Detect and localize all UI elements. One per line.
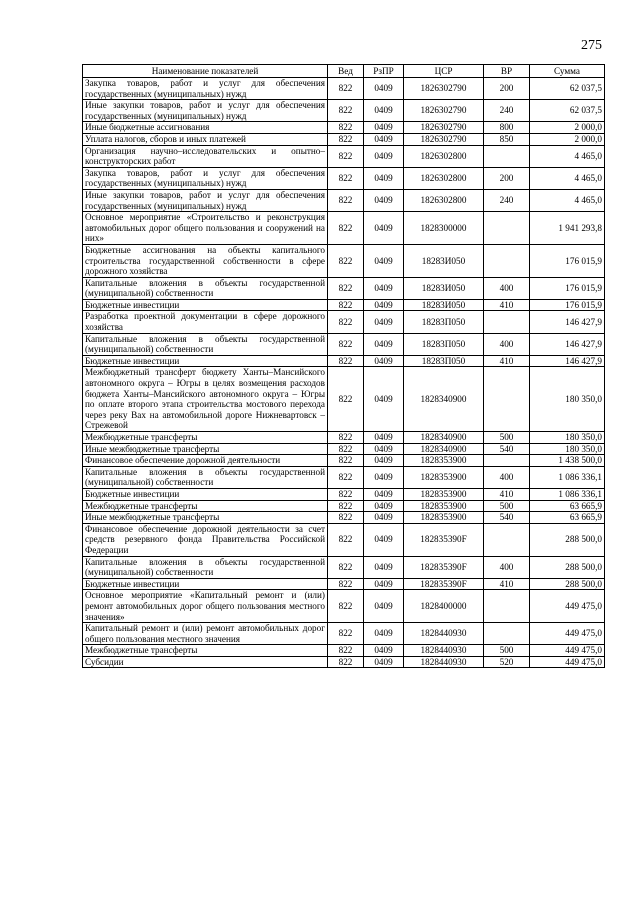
cell-name: Уплата налогов, сборов и иных платежей	[83, 133, 328, 145]
cell-ved: 822	[328, 523, 364, 556]
cell-ved: 822	[328, 488, 364, 500]
cell-name: Капитальные вложения в объекты государственной (муниципальной) собственности	[83, 277, 328, 299]
cell-name: Межбюджетные трансферты	[83, 500, 328, 512]
table-row	[83, 133, 605, 145]
cell-ved: 822	[328, 355, 364, 367]
cell-csr: 1828353900	[404, 500, 484, 512]
cell-vr: 200	[484, 167, 530, 189]
table-row	[83, 355, 605, 367]
cell-name: Закупка товаров, работ и услуг для обеспечения государственных (муниципальных) нужд	[83, 167, 328, 189]
cell-sum: 146 427,9	[530, 311, 605, 333]
cell-csr: 1826302790	[404, 122, 484, 134]
cell-name: Бюджетные инвестиции	[83, 578, 328, 590]
cell-rzpr: 0409	[364, 100, 404, 122]
cell-vr: 500	[484, 500, 530, 512]
table-row	[83, 367, 605, 432]
cell-vr	[484, 212, 530, 245]
cell-csr: 1826302800	[404, 145, 484, 167]
cell-sum: 1 438 500,0	[530, 455, 605, 467]
cell-ved: 822	[328, 466, 364, 488]
cell-csr: 1828300000	[404, 212, 484, 245]
cell-csr: 1826302790	[404, 133, 484, 145]
table-row	[83, 656, 605, 668]
table-row	[83, 466, 605, 488]
table-row	[83, 244, 605, 277]
cell-name: Капитальный ремонт и (или) ремонт автомобильных дорог общего пользования местного значения	[83, 623, 328, 645]
cell-ved: 822	[328, 455, 364, 467]
cell-vr	[484, 244, 530, 277]
table-row	[83, 590, 605, 623]
cell-vr: 400	[484, 277, 530, 299]
cell-ved: 822	[328, 656, 364, 668]
table-row	[83, 167, 605, 189]
cell-name: Капитальные вложения в объекты государственной (муниципальной) собственности	[83, 333, 328, 355]
table-row	[83, 311, 605, 333]
cell-vr: 400	[484, 333, 530, 355]
cell-name: Бюджетные инвестиции	[83, 299, 328, 311]
cell-sum: 176 015,9	[530, 277, 605, 299]
cell-vr: 410	[484, 299, 530, 311]
cell-rzpr: 0409	[364, 189, 404, 211]
cell-sum: 2 000,0	[530, 133, 605, 145]
cell-vr: 240	[484, 100, 530, 122]
cell-csr: 1828353900	[404, 512, 484, 524]
cell-sum: 176 015,9	[530, 244, 605, 277]
cell-csr: 1828440930	[404, 623, 484, 645]
cell-ved: 822	[328, 512, 364, 524]
budget-table	[82, 64, 605, 668]
table-row	[83, 145, 605, 167]
cell-csr: 182835390F	[404, 578, 484, 590]
cell-vr	[484, 623, 530, 645]
cell-sum: 146 427,9	[530, 333, 605, 355]
cell-sum: 2 000,0	[530, 122, 605, 134]
cell-sum: 180 350,0	[530, 367, 605, 432]
cell-name: Разработка проектной документации в сфере дорожного хозяйства	[83, 311, 328, 333]
cell-rzpr: 0409	[364, 333, 404, 355]
cell-ved: 822	[328, 500, 364, 512]
cell-name: Межбюджетные трансферты	[83, 645, 328, 657]
cell-csr: 18283П050	[404, 355, 484, 367]
cell-ved: 822	[328, 590, 364, 623]
cell-name: Межбюджетные трансферты	[83, 432, 328, 444]
header-sum: Сумма	[530, 65, 605, 78]
cell-sum: 4 465,0	[530, 189, 605, 211]
table-row	[83, 299, 605, 311]
cell-vr: 410	[484, 578, 530, 590]
cell-csr: 18283И050	[404, 277, 484, 299]
cell-rzpr: 0409	[364, 122, 404, 134]
table-row	[83, 623, 605, 645]
cell-ved: 822	[328, 367, 364, 432]
cell-ved: 822	[328, 122, 364, 134]
cell-ved: 822	[328, 333, 364, 355]
cell-vr: 540	[484, 512, 530, 524]
cell-rzpr: 0409	[364, 466, 404, 488]
cell-ved: 822	[328, 167, 364, 189]
cell-sum: 1 941 293,8	[530, 212, 605, 245]
table-row	[83, 100, 605, 122]
cell-sum: 62 037,5	[530, 100, 605, 122]
table-row	[83, 122, 605, 134]
table-row	[83, 556, 605, 578]
cell-sum: 288 500,0	[530, 578, 605, 590]
cell-sum: 62 037,5	[530, 78, 605, 100]
table-row	[83, 523, 605, 556]
cell-vr: 400	[484, 466, 530, 488]
cell-ved: 822	[328, 578, 364, 590]
cell-csr: 1828340900	[404, 367, 484, 432]
table-row	[83, 277, 605, 299]
cell-csr: 1828340900	[404, 443, 484, 455]
table-row	[83, 78, 605, 100]
cell-csr: 1828440930	[404, 645, 484, 657]
cell-name: Иные закупки товаров, работ и услуг для обеспечения государственных (муниципальных) нужд	[83, 189, 328, 211]
cell-vr: 800	[484, 122, 530, 134]
table-row	[83, 500, 605, 512]
cell-csr: 1826302790	[404, 78, 484, 100]
cell-sum: 449 475,0	[530, 623, 605, 645]
cell-ved: 822	[328, 311, 364, 333]
table-row	[83, 443, 605, 455]
table-header-row	[83, 65, 605, 78]
cell-rzpr: 0409	[364, 523, 404, 556]
cell-rzpr: 0409	[364, 432, 404, 444]
cell-sum: 4 465,0	[530, 167, 605, 189]
cell-rzpr: 0409	[364, 645, 404, 657]
cell-sum: 180 350,0	[530, 443, 605, 455]
cell-csr: 1826302790	[404, 100, 484, 122]
cell-ved: 822	[328, 145, 364, 167]
table-row	[83, 212, 605, 245]
cell-ved: 822	[328, 556, 364, 578]
cell-ved: 822	[328, 244, 364, 277]
cell-rzpr: 0409	[364, 556, 404, 578]
cell-ved: 822	[328, 189, 364, 211]
table-row	[83, 455, 605, 467]
cell-vr	[484, 455, 530, 467]
cell-rzpr: 0409	[364, 244, 404, 277]
cell-ved: 822	[328, 133, 364, 145]
cell-csr: 1828353900	[404, 455, 484, 467]
cell-csr: 1826302800	[404, 167, 484, 189]
table-row	[83, 189, 605, 211]
header-csr: ЦСР	[404, 65, 484, 78]
cell-sum: 176 015,9	[530, 299, 605, 311]
cell-rzpr: 0409	[364, 590, 404, 623]
cell-rzpr: 0409	[364, 299, 404, 311]
cell-name: Иные межбюджетные трансферты	[83, 512, 328, 524]
cell-name: Межбюджетный трансферт бюджету Ханты–Мансийского автономного округа – Югры в целях возмещения расходов бюджета Ханты–Мансийского автономного округа – Югры по оплате второго этапа строительства мостового перехода через реку Вах на автомобильной дороге Нижневартовск – Стрежевой	[83, 367, 328, 432]
cell-vr: 500	[484, 432, 530, 444]
cell-rzpr: 0409	[364, 133, 404, 145]
cell-vr	[484, 367, 530, 432]
table-row	[83, 333, 605, 355]
cell-vr	[484, 145, 530, 167]
cell-vr: 410	[484, 488, 530, 500]
cell-name: Бюджетные инвестиции	[83, 488, 328, 500]
cell-ved: 822	[328, 212, 364, 245]
cell-vr	[484, 523, 530, 556]
cell-ved: 822	[328, 299, 364, 311]
cell-rzpr: 0409	[364, 500, 404, 512]
cell-sum: 63 665,9	[530, 500, 605, 512]
cell-name: Иные закупки товаров, работ и услуг для обеспечения государственных (муниципальных) нужд	[83, 100, 328, 122]
cell-name: Организация научно–исследовательских и опытно–конструкторских работ	[83, 145, 328, 167]
cell-ved: 822	[328, 432, 364, 444]
cell-csr: 18283И050	[404, 244, 484, 277]
cell-rzpr: 0409	[364, 311, 404, 333]
cell-sum: 1 086 336,1	[530, 466, 605, 488]
cell-name: Основное мероприятие «Капитальный ремонт и (или) ремонт автомобильных дорог общего пользования местного значения»	[83, 590, 328, 623]
header-ved: Вед	[328, 65, 364, 78]
cell-rzpr: 0409	[364, 578, 404, 590]
cell-sum: 4 465,0	[530, 145, 605, 167]
cell-sum: 449 475,0	[530, 656, 605, 668]
cell-rzpr: 0409	[364, 212, 404, 245]
cell-csr: 18283П050	[404, 311, 484, 333]
cell-rzpr: 0409	[364, 145, 404, 167]
page-number: 275	[581, 38, 602, 53]
table-row	[83, 488, 605, 500]
cell-csr: 1828353900	[404, 488, 484, 500]
cell-sum: 146 427,9	[530, 355, 605, 367]
cell-csr: 1828340900	[404, 432, 484, 444]
cell-name: Капитальные вложения в объекты государственной (муниципальной) собственности	[83, 556, 328, 578]
cell-vr: 520	[484, 656, 530, 668]
cell-vr: 500	[484, 645, 530, 657]
cell-vr: 410	[484, 355, 530, 367]
cell-rzpr: 0409	[364, 78, 404, 100]
cell-csr: 1826302800	[404, 189, 484, 211]
cell-sum: 288 500,0	[530, 523, 605, 556]
cell-name: Бюджетные инвестиции	[83, 355, 328, 367]
header-vr: ВР	[484, 65, 530, 78]
cell-vr	[484, 590, 530, 623]
cell-rzpr: 0409	[364, 623, 404, 645]
cell-rzpr: 0409	[364, 443, 404, 455]
cell-ved: 822	[328, 78, 364, 100]
cell-rzpr: 0409	[364, 367, 404, 432]
cell-csr: 182835390F	[404, 556, 484, 578]
cell-ved: 822	[328, 100, 364, 122]
cell-name: Закупка товаров, работ и услуг для обеспечения государственных (муниципальных) нужд	[83, 78, 328, 100]
cell-vr: 200	[484, 78, 530, 100]
cell-vr	[484, 311, 530, 333]
cell-ved: 822	[328, 623, 364, 645]
cell-name: Бюджетные ассигнования на объекты капитального строительства государственной собственности в сфере дорожного хозяйства	[83, 244, 328, 277]
cell-name: Иные бюджетные ассигнования	[83, 122, 328, 134]
cell-vr: 400	[484, 556, 530, 578]
cell-vr: 540	[484, 443, 530, 455]
cell-name: Иные межбюджетные трансферты	[83, 443, 328, 455]
cell-csr: 18283П050	[404, 333, 484, 355]
header-rzpr: РзПР	[364, 65, 404, 78]
cell-sum: 180 350,0	[530, 432, 605, 444]
cell-rzpr: 0409	[364, 167, 404, 189]
table-row	[83, 432, 605, 444]
cell-sum: 288 500,0	[530, 556, 605, 578]
cell-sum: 63 665,9	[530, 512, 605, 524]
cell-vr: 850	[484, 133, 530, 145]
cell-rzpr: 0409	[364, 512, 404, 524]
table-row	[83, 645, 605, 657]
cell-csr: 1828400000	[404, 590, 484, 623]
table-row	[83, 512, 605, 524]
cell-ved: 822	[328, 443, 364, 455]
cell-ved: 822	[328, 277, 364, 299]
cell-name: Капитальные вложения в объекты государственной (муниципальной) собственности	[83, 466, 328, 488]
cell-name: Основное мероприятие «Строительство и реконструкция автомобильных дорог общего пользования и сооружений на них»	[83, 212, 328, 245]
cell-rzpr: 0409	[364, 455, 404, 467]
cell-csr: 1828440930	[404, 656, 484, 668]
table-row	[83, 578, 605, 590]
cell-sum: 449 475,0	[530, 645, 605, 657]
cell-csr: 18283И050	[404, 299, 484, 311]
cell-ved: 822	[328, 645, 364, 657]
cell-rzpr: 0409	[364, 355, 404, 367]
cell-csr: 1828353900	[404, 466, 484, 488]
cell-name: Финансовое обеспечение дорожной деятельности	[83, 455, 328, 467]
header-name: Наименование показателей	[83, 65, 328, 78]
cell-rzpr: 0409	[364, 656, 404, 668]
cell-name: Финансовое обеспечение дорожной деятельности за счет средств резервного фонда Правительства Российской Федерации	[83, 523, 328, 556]
cell-sum: 449 475,0	[530, 590, 605, 623]
cell-vr: 240	[484, 189, 530, 211]
cell-rzpr: 0409	[364, 488, 404, 500]
cell-sum: 1 086 336,1	[530, 488, 605, 500]
cell-rzpr: 0409	[364, 277, 404, 299]
cell-csr: 182835390F	[404, 523, 484, 556]
cell-name: Субсидии	[83, 656, 328, 668]
